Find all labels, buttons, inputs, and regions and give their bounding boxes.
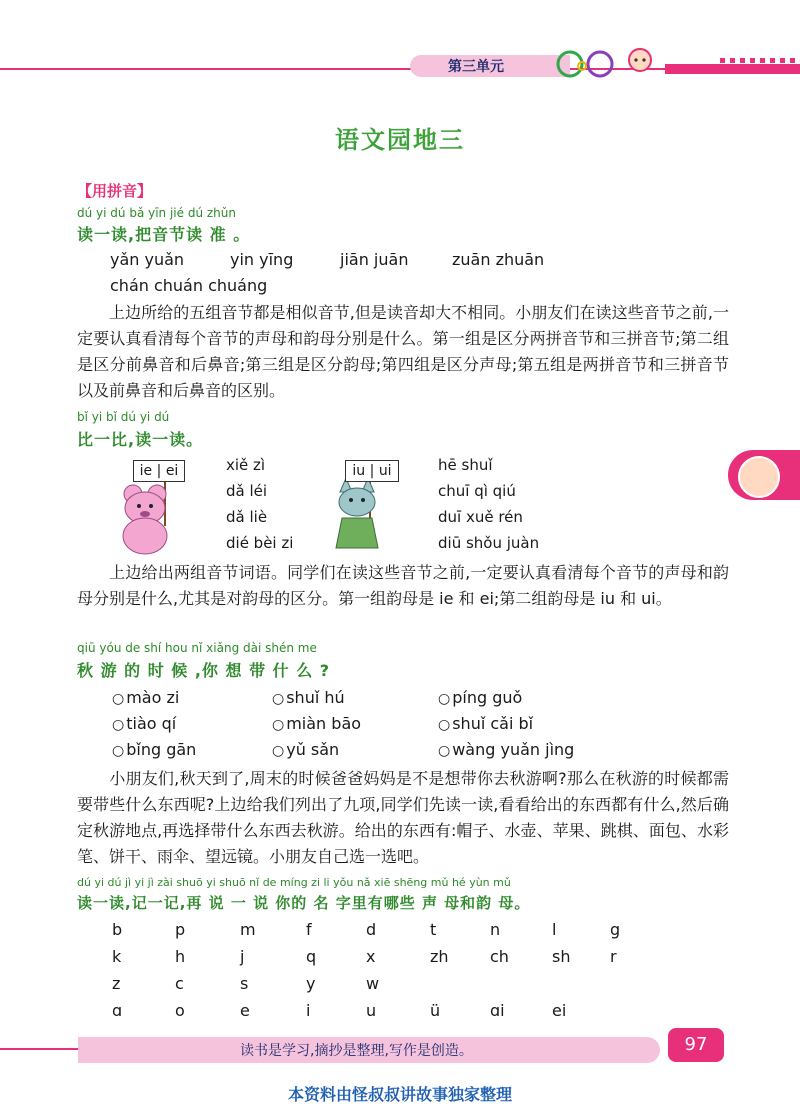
letter: p [175, 920, 186, 939]
letter: ɑi [490, 1001, 505, 1020]
option-item[interactable]: ○ shuǐ hú [272, 688, 345, 707]
syllable: yin yīng [230, 250, 294, 269]
word-left: xiě zì [226, 456, 266, 474]
page-number: 97 [668, 1028, 724, 1062]
q2-pinyin: bǐ yi bǐ dú yi dú [77, 410, 170, 424]
syllable: zuān zhuān [452, 250, 545, 269]
sign-right: iu | ui [345, 460, 399, 482]
sign-left: ie | ei [133, 460, 185, 482]
q3-instruction: 秋 游 的 时 候 ,你 想 带 什 么 ? [77, 661, 331, 680]
word-right: hē shuǐ [438, 456, 493, 474]
letter: ch [490, 947, 509, 966]
option-item[interactable]: ○ yǔ sǎn [272, 740, 340, 759]
letter: m [240, 920, 256, 939]
word-left: dǎ léi [226, 482, 268, 500]
q1-pinyin: dú yi dú bǎ yīn jié dú zhǔn [77, 206, 236, 220]
letter: g [610, 920, 621, 939]
q4-pinyin: dú yi dú jì yi jì zài shuō yi shuō nǐ de míng zi li yǒu nǎ xiē shēng mǔ hé yùn mǔ [77, 876, 511, 889]
letter: ü [430, 1001, 441, 1020]
page-title: 语文园地三 [335, 126, 465, 154]
footer-rule [0, 1048, 78, 1050]
option-item[interactable]: ○ bǐng gān [112, 740, 197, 759]
letter: e [240, 1001, 250, 1020]
q2-explanation: 上边给出两组音节词语。同学们在读这些音节之前,一定要认真看清每个音节的声母和韵母分别是什么,尤其是对韵母的区分。第一组韵母是 ie 和 ei;第二组韵母是 iu 和 ui。 [77, 563, 729, 608]
option-item[interactable]: ○ píng guǒ [438, 688, 523, 707]
syllable: chán chuán chuáng [110, 276, 268, 295]
q3-pinyin: qiū yóu de shí hou nǐ xiǎng dài shén me [77, 641, 317, 655]
word-right: diū shǒu juàn [438, 534, 540, 552]
letter: b [112, 920, 123, 939]
q1-instruction: 读一读,把音节读 准 。 [77, 225, 251, 244]
word-left: dié bèi zi [226, 534, 294, 552]
q1-explanation: 上边所给的五组音节都是相似音节,但是读音却大不相同。小朋友们在读这些音节之前,一定要认真看清每个音节的声母和韵母分别是什么。第一组是区分两拼音节和三拼音节;第二组是区分前鼻音和后鼻音;第三组是区分韵母;第四组是区分声母;第五组是两拼音节和三拼音节以及前鼻音和后鼻音的区别。 [77, 303, 729, 400]
letter: x [366, 947, 376, 966]
q4-instruction: 读一读,记一记,再 说 一 说 你的 名 字里有哪些 声 母和韵 母。 [77, 894, 531, 912]
unit-title: 第三单元 [448, 59, 504, 75]
letter: z [112, 974, 121, 993]
letter: u [366, 1001, 377, 1020]
letter: r [610, 947, 617, 966]
letter: h [175, 947, 186, 966]
letter: sh [552, 947, 571, 966]
option-item[interactable]: ○ miàn bāo [272, 714, 362, 733]
syllable: yǎn yuǎn [110, 250, 185, 269]
letter: i [306, 1001, 311, 1020]
word-right: duī xuě rén [438, 508, 523, 526]
option-item[interactable]: ○ tiào qí [112, 714, 177, 733]
side-tab [728, 450, 800, 500]
option-item[interactable]: ○ wàng yuǎn jìng [438, 740, 575, 759]
letter: f [306, 920, 312, 939]
letter: l [552, 920, 557, 939]
header-stripe [665, 64, 800, 74]
word-right: chuī qì qiú [438, 482, 516, 500]
section-label: 【用拼音】 [77, 182, 153, 200]
letter: o [175, 1001, 185, 1020]
q3-explanation: 小朋友们,秋天到了,周末的时候爸爸妈妈是不是想带你去秋游啊?那么在秋游的时候都需要带些什么东西呢?上边给我们列出了九项,同学们先读一读,看看给出的东西都有什么,然后确定秋游地点,再选择带什么东西去秋游。给出的东西有:帽子、水壶、苹果、跳棋、面包、水彩笔、饼干、雨伞、望远镜。小朋友自己选一选吧。 [77, 769, 729, 866]
letter: ei [552, 1001, 567, 1020]
footer-motto: 读书是学习,摘抄是整理,写作是创造。 [240, 1043, 473, 1059]
credit-line: 本资料由怪叔叔讲故事独家整理 [287, 1085, 512, 1104]
letter: d [366, 920, 377, 939]
letter: w [366, 974, 380, 993]
word-left: dǎ liè [226, 508, 268, 526]
option-item[interactable]: ○ shuǐ cǎi bǐ [438, 714, 534, 733]
syllable: jiān juān [340, 250, 409, 269]
header-rings-decoration [550, 44, 670, 84]
option-item[interactable]: ○ mào zi [112, 688, 180, 707]
letter: s [240, 974, 249, 993]
letter: t [430, 920, 437, 939]
character-face-icon [738, 456, 780, 498]
letter: y [306, 974, 316, 993]
q2-instruction: 比一比,读一读。 [77, 430, 204, 449]
letter: zh [430, 947, 449, 966]
letter: ɑ [112, 1001, 123, 1020]
letter: c [175, 974, 184, 993]
letter: n [490, 920, 501, 939]
letter: j [240, 947, 245, 966]
letter: q [306, 947, 317, 966]
letter: k [112, 947, 122, 966]
